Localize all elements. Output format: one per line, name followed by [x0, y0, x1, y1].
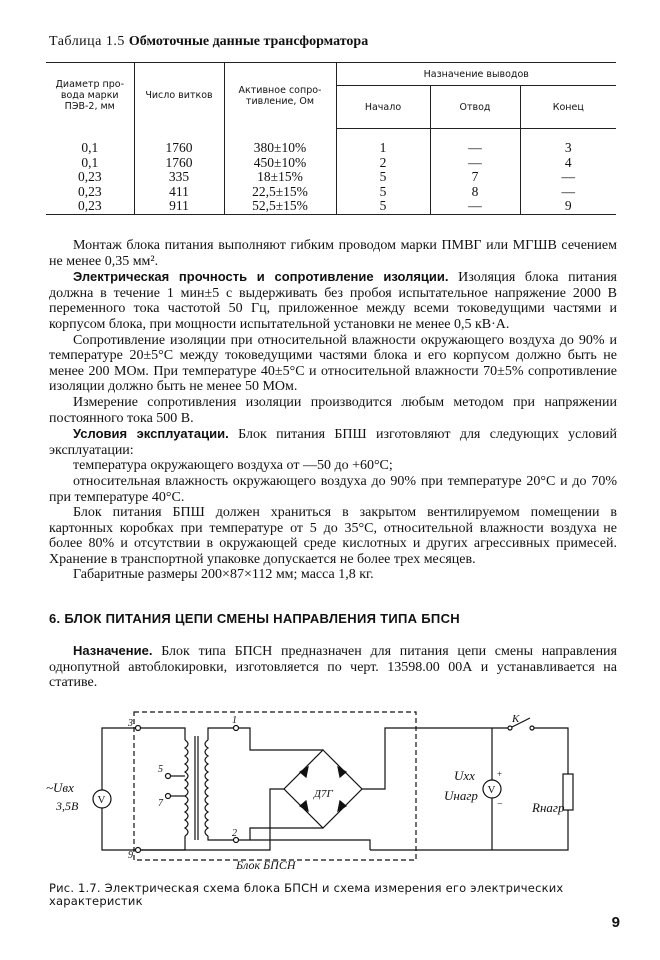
uxx-label: Uхх: [454, 768, 475, 783]
cell-end: 9: [520, 199, 616, 214]
minus-sign: −: [497, 799, 503, 810]
cell-turns: 411: [134, 185, 224, 200]
load-resistor: [563, 774, 573, 810]
unagr-label: Uнагр: [444, 788, 478, 803]
paragraph-heading: Условия эксплуатации.: [73, 426, 229, 442]
terminal-7: [166, 794, 171, 799]
block-outline: [134, 712, 416, 860]
input-wire-bottom: [102, 808, 138, 850]
header-diameter: Диаметр про- вода марки ПЭВ-2, мм: [46, 63, 134, 129]
cell-start: 2: [336, 156, 430, 171]
cell-tap: —: [430, 129, 520, 156]
cell-diameter: 0,1: [46, 156, 134, 171]
terminal-3: [136, 726, 141, 731]
cell-end: —: [520, 170, 616, 185]
cell-resistance: 450±10%: [224, 156, 336, 171]
cell-turns: 335: [134, 170, 224, 185]
header-end: Конец: [520, 86, 616, 129]
voltmeter-output-label: V: [487, 784, 496, 796]
paragraph-operating-conditions: [49, 426, 617, 458]
header-resistance: Активное сопро- тивление, Ом: [224, 63, 336, 129]
table-caption-title: Обмоточные данные трансформатора: [128, 34, 369, 49]
cell-resistance: 22,5±15%: [224, 185, 336, 200]
table-caption: [49, 34, 368, 50]
cell-end: 3: [520, 129, 616, 156]
cell-diameter: 0,1: [46, 129, 134, 156]
voltmeter-label: V: [97, 794, 106, 806]
paragraph-text: Блок питания БПШ изготовляют для следующих условий эксплуатации:: [49, 427, 617, 458]
cell-resistance: 380±10%: [224, 129, 336, 156]
cell-start: 1: [336, 129, 430, 156]
header-tap: Отвод: [430, 86, 520, 129]
input-voltage-value: 3,5В: [56, 799, 79, 813]
cell-tap: 8: [430, 185, 520, 200]
cell-resistance: 52,5±15%: [224, 199, 336, 214]
cell-tap: 7: [430, 170, 520, 185]
terminal-1-label: 1: [232, 715, 237, 726]
purpose-text: [49, 643, 617, 691]
switch-contact-left: [508, 726, 512, 730]
paragraph-dimensions: Габаритные размеры 200×87×112 мм; масса 1,8 кг.: [73, 567, 374, 583]
table-row: [46, 199, 616, 214]
header-turns: Число витков: [134, 63, 224, 129]
paragraph-mounting: Монтаж блока питания выполняют гибким проводом марки ПМВГ или МГШВ сечением не менее 0,35 мм².: [49, 238, 617, 269]
terminal-1: [234, 726, 239, 731]
cell-turns: 1760: [134, 156, 224, 171]
terminal-2-label: 2: [232, 828, 237, 839]
output-return: [250, 840, 370, 850]
bridge-label: Д7Г: [314, 788, 333, 800]
rnagr-label: Rнагр: [532, 800, 565, 815]
paragraph-text: Изоляция блока питания должна в течение 1 мин±5 с выдерживать без пробоя испытательное напряжение 2000 В переменного тока частотой 50 Гц, приложенное между всеми токоведущими частями и корпусом блока, при мощности испытательной установки не менее 0,5 кВ·А.: [49, 270, 617, 332]
paragraph-heading: Назначение.: [73, 643, 153, 658]
cell-start: 5: [336, 185, 430, 200]
primary-wire-bottom: [140, 836, 185, 850]
table-row: [46, 185, 616, 200]
paragraph-text: Блок типа БПСН предназначен для питания цепи смены направления однопутной автоблокировки, изготовляется по черт. 13598.00 00А и устанавливается на стативе.: [49, 644, 617, 691]
terminal-9-label: 9: [128, 850, 133, 861]
page-number: 9: [611, 914, 620, 931]
terminal-7-label: 7: [158, 798, 163, 809]
secondary-coil: [205, 740, 208, 836]
input-voltage-label: ~Uвх: [46, 780, 74, 795]
paragraph-insulation-strength: [49, 269, 617, 332]
switch-contact-right: [530, 726, 534, 730]
cell-start: 5: [336, 170, 430, 185]
paragraph-measurement: Измерение сопротивления изоляции производится любым методом при напряжении постоянного тока 500 В.: [49, 394, 617, 426]
winding-data-table: [46, 62, 616, 215]
terminal-5: [166, 774, 171, 779]
paragraph-temperature: температура окружающего воздуха от —50 до +60°С;: [73, 458, 393, 474]
table-row: [46, 170, 616, 185]
cell-diameter: 0,23: [46, 170, 134, 185]
cell-diameter: 0,23: [46, 185, 134, 200]
cell-tap: —: [430, 199, 520, 214]
circuit-schematic: [40, 710, 600, 872]
cell-diameter: 0,23: [46, 199, 134, 214]
block-label: Блок БПСН: [236, 858, 296, 872]
body-text: [49, 238, 617, 583]
switch-label: К: [512, 713, 520, 725]
terminal-5-label: 5: [158, 764, 163, 775]
cell-start: 5: [336, 199, 430, 214]
header-leads-group: Назначение выводов: [336, 63, 616, 86]
table-row: [46, 129, 616, 156]
table-caption-prefix: Таблица 1.5: [49, 34, 125, 49]
cell-turns: 1760: [134, 129, 224, 156]
cell-tap: —: [430, 156, 520, 171]
cell-resistance: 18±15%: [224, 170, 336, 185]
terminal-3-label: 3: [128, 718, 133, 729]
secondary-wire-top: [208, 728, 234, 740]
table-row: [46, 156, 616, 171]
secondary-wire-bottom: [208, 836, 234, 840]
wire-to-bridge-bottom: [238, 828, 323, 840]
paragraph-purpose: [49, 643, 617, 691]
input-wire-top: [102, 728, 138, 790]
cell-end: 4: [520, 156, 616, 171]
paragraph-heading: Электрическая прочность и сопротивление изоляции.: [73, 269, 449, 285]
primary-wire-top: [140, 728, 185, 740]
paragraph-humidity: относительная влажность окружающего воздуха до 90% при температуре 20°С и до 70% при температуре 40°С.: [49, 473, 617, 505]
paragraph-insulation-resistance: Сопротивление изоляции при относительной влажности окружающего воздуха до 90% и температуре 20±5°С между токоведущими частями блока и его корпусом должно быть не менее 200 МОм. При температуре 40±5°С и относительной влажности 70±5% сопротивление изоляции должно быть не менее 50 МОм.: [49, 332, 617, 395]
header-start: Начало: [336, 86, 430, 129]
bridge-output-plus: [362, 728, 416, 789]
cell-turns: 911: [134, 199, 224, 214]
load-wire-top: [532, 728, 568, 774]
terminal-9: [136, 848, 141, 853]
wire-to-bridge-top: [238, 728, 323, 750]
cell-end: —: [520, 185, 616, 200]
paragraph-storage: Блок питания БПШ должен храниться в закрытом вентилируемом помещении в картонных коробках при температуре от 5 до 35°С, относительной влажности воздуха не более 80% и отсутствии в окружающей среде кислотных и других агрессивных примесей. Хранение в транспортной упаковке допускается не более трех месяцев.: [49, 505, 617, 567]
figure-caption: Рис. 1.7. Электрическая схема блока БПСН и схема измерения его электрических характеристик: [49, 881, 564, 908]
section-title: 6. БЛОК ПИТАНИЯ ЦЕПИ СМЕНЫ НАПРАВЛЕНИЯ ТИПА БПСН: [49, 611, 460, 626]
primary-coil: [185, 740, 188, 836]
plus-sign: +: [497, 769, 503, 779]
